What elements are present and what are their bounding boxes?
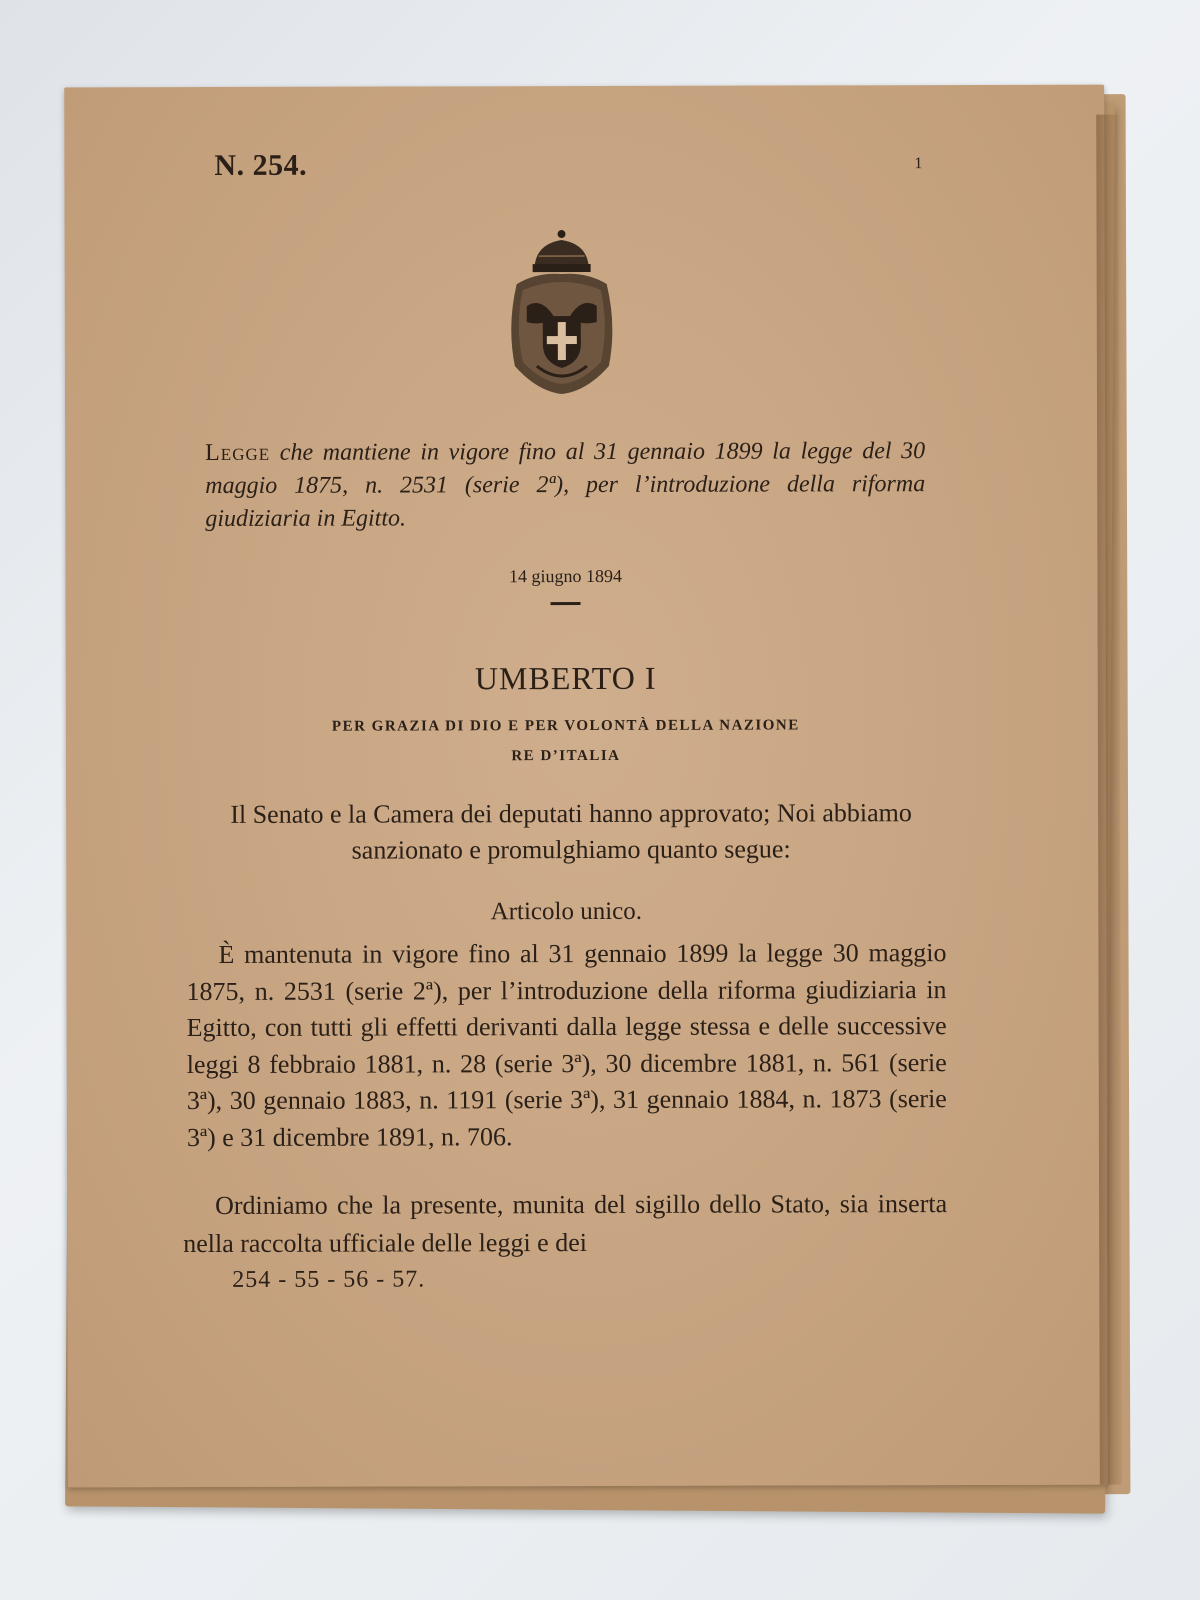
king-title-line-2: RE D’ITALIA: [511, 747, 621, 765]
title-text: che mantiene in vigore fino al 31 gennaio 1899 la legge del 30 maggio 1875, n. 2531 (serie 2ª), per l’introduzione della riforma giudiziaria in Egitto.: [205, 438, 926, 532]
document-page: [64, 85, 1108, 1488]
article-title: Articolo unico.: [490, 897, 643, 926]
title-lead: Legge: [205, 439, 271, 466]
corner-mark: 1: [914, 155, 923, 173]
page-edge: [1096, 115, 1122, 1485]
order-text: Ordiniamo che la presente, munita del sigillo dello Stato, sia inserta nella raccolta ufficiale delle leggi e dei: [183, 1189, 948, 1259]
royal-coat-of-arms-icon: [497, 226, 627, 396]
law-date: 14 giugno 1894: [508, 565, 622, 587]
signature-line: 254 - 55 - 56 - 57.: [232, 1266, 426, 1293]
divider: [551, 602, 581, 605]
king-name: UMBERTO I: [474, 659, 657, 697]
article-text: È mantenuta in vigore fino al 31 gennaio 1899 la legge 30 maggio 1875, n. 2531 (serie 2ª), per l’introduzione della riforma giudiziaria in Egitto, con tutti gli effetti derivanti dalla legge stessa e delle successive leggi 8 febbraio 1881, n. 28 (serie 3ª), 30 dicembre 1881, n. 561 (serie 3ª), 30 gennaio 1883, n. 1191 (serie 3ª), 31 gennaio 1884, n. 1873 (serie 3ª) e 31 dicembre 1891, n. 706.: [186, 938, 947, 1153]
king-title-line-1: PER GRAZIA DI DIO E PER VOLONTÀ DELLA NAZIONE: [331, 717, 800, 735]
preamble: Il Senato e la Camera dei deputati hanno approvato; Noi abbiamo sanzionato e promulghiamo quanto segue:: [230, 798, 912, 865]
law-number: N. 254.: [214, 148, 308, 182]
law-title: [205, 435, 925, 536]
